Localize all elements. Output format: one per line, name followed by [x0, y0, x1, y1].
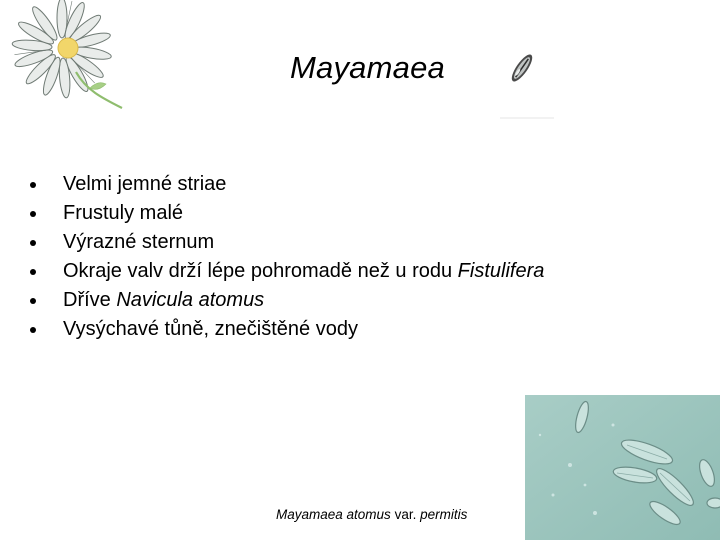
- bullet-item: [30, 286, 544, 315]
- logo-leaf: [90, 83, 106, 90]
- caption-var: var.: [390, 507, 421, 522]
- bullet-dot: [30, 327, 36, 333]
- bullet-text: Velmi jemné striae: [63, 173, 227, 195]
- bullet-dot: [30, 240, 36, 246]
- logo-flower-center: [58, 38, 78, 58]
- bullet-text-italic: Navicula atomus: [116, 289, 265, 311]
- caption-species: Mayamaea atomus: [276, 507, 391, 522]
- bullet-text-italic: Fistulifera: [457, 260, 545, 282]
- micrograph-image-icon: [525, 395, 720, 540]
- bullet-item: [30, 315, 544, 344]
- bullet-text: Okraje valv drží lépe pohromadě než u rodu: [63, 260, 458, 282]
- bullet-list: [30, 170, 544, 344]
- bullet-item: [30, 170, 544, 199]
- caption-variety: permitis: [420, 507, 468, 522]
- bullet-text: Dříve: [63, 289, 117, 311]
- bullet-text: Výrazné sternum: [63, 231, 215, 253]
- bullet-dot: [30, 211, 36, 217]
- bullet-text: Frustuly malé: [63, 202, 184, 224]
- bullet-dot: [30, 298, 36, 304]
- bullet-item: [30, 257, 544, 286]
- bullet-dot: [30, 269, 36, 275]
- image-caption: [276, 506, 467, 524]
- bullet-item: [30, 199, 544, 228]
- bullet-dot: [30, 182, 36, 188]
- bullet-item: [30, 228, 544, 257]
- diatom-specimen-image-icon: [498, 38, 556, 122]
- slide-title: Mayamaea: [290, 50, 445, 85]
- diatom-daisy-logo-icon: [6, 0, 126, 120]
- bullet-text: Vysýchavé tůně, znečištěné vody: [63, 318, 358, 340]
